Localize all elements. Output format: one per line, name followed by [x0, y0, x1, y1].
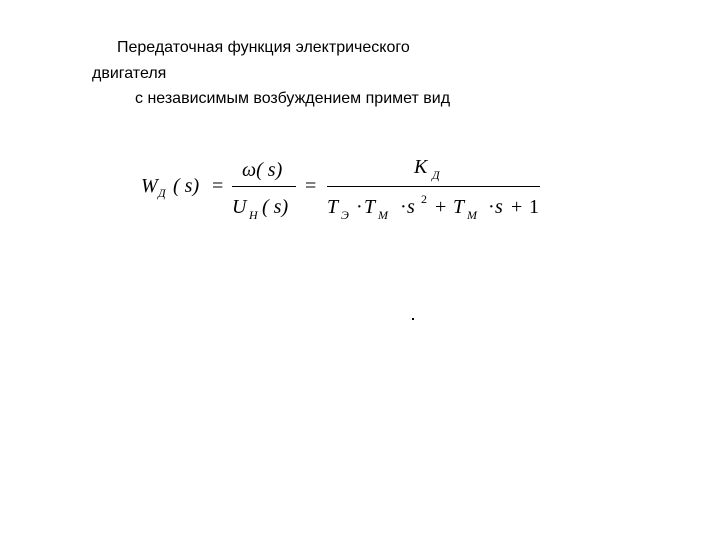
formula-fraction-bar-1 — [232, 186, 296, 187]
formula-T-e: T — [327, 196, 339, 218]
formula-U-subscript: Н — [249, 208, 258, 222]
formula-dot-2: · — [400, 196, 407, 218]
text-line-1: Передаточная функция электрического — [117, 39, 410, 56]
formula-T-m-2-subscript: М — [467, 208, 477, 222]
formula-T-m-1: T — [364, 196, 376, 218]
formula-fraction-bar-2 — [327, 186, 540, 187]
formula-T-e-subscript: Э — [341, 208, 349, 222]
formula-plus-1: + — [435, 196, 447, 218]
formula-power-2: 2 — [421, 192, 427, 206]
formula-dot-1: · — [356, 196, 363, 218]
formula-equals-2: = — [305, 175, 317, 197]
formula-denominator-argument: ( s) — [262, 196, 289, 218]
formula-one: 1 — [529, 196, 539, 218]
formula-denominator-U: U — [232, 196, 247, 218]
stray-dot — [412, 318, 414, 320]
formula-T-m-2: T — [453, 196, 465, 218]
formula-lhs-argument: ( s) — [173, 175, 200, 197]
formula-W: W — [141, 175, 158, 197]
formula-K-subscript: Д — [432, 168, 440, 182]
text-line-3: с независимым возбуждением примет вид — [135, 90, 451, 107]
formula-equals-1: = — [212, 175, 224, 197]
formula-plus-2: + — [511, 196, 523, 218]
formula-numerator-K: K — [414, 156, 428, 178]
formula-numerator-omega: ω( s) — [242, 159, 283, 181]
text-line-2: двигателя — [92, 65, 167, 82]
formula-s-squared: s — [407, 196, 415, 218]
formula-W-subscript: Д — [158, 186, 166, 200]
formula-s: s — [495, 196, 503, 218]
formula-T-m-1-subscript: М — [378, 208, 388, 222]
formula-dot-3: · — [488, 196, 495, 218]
